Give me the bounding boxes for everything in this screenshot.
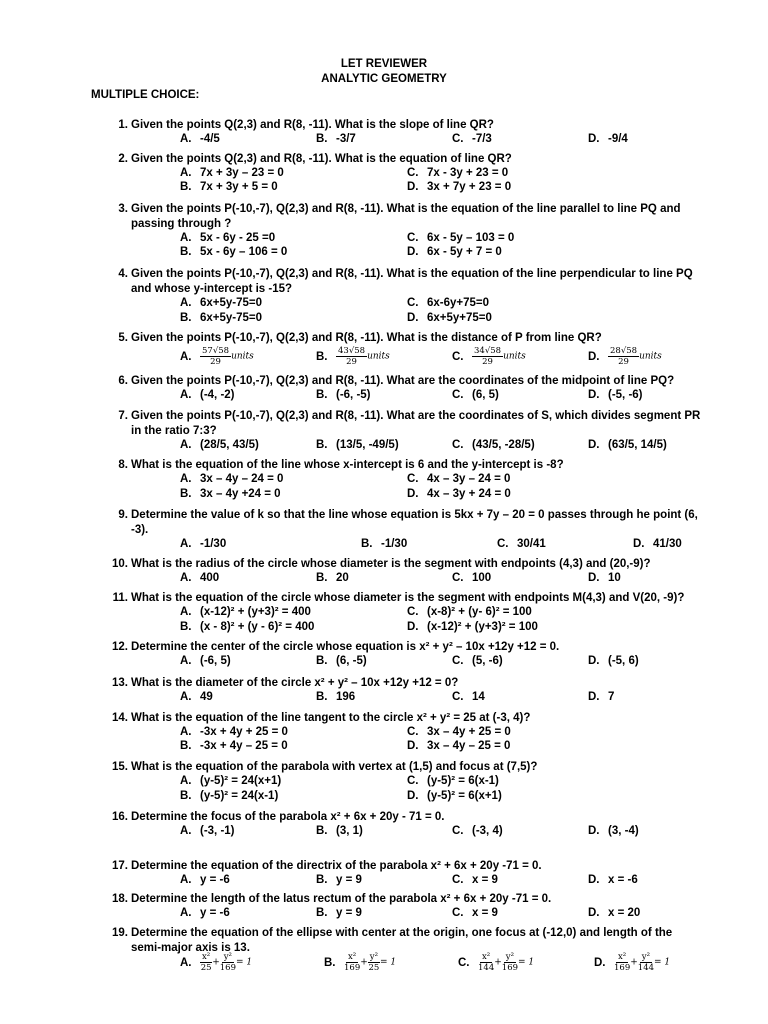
q15-option-d[interactable]: D. (y-5)² = 6(x+1)	[407, 790, 502, 802]
q9-option-a[interactable]: A. -1/30	[180, 538, 227, 550]
q17-option-d[interactable]: D. x = -6	[588, 874, 638, 886]
q10-option-b[interactable]: B. 20	[316, 572, 349, 584]
q14-option-d[interactable]: D. 3x – 4y – 25 = 0	[407, 740, 511, 752]
question-17: 17. Determine the equation of the directrix of the parabola x² + 6x + 20y -71 = 0.	[112, 860, 542, 872]
q5-option-c[interactable]: C. $\frac{34√58}{29}$ units	[452, 346, 526, 367]
q6-option-c[interactable]: C. (6, 5)	[452, 389, 499, 401]
q1-option-c[interactable]: C. -7/3	[452, 133, 492, 145]
q14-option-c[interactable]: C. 3x – 4y + 25 = 0	[407, 726, 511, 738]
q4-option-a[interactable]: A. 6x+5y-75=0	[180, 297, 263, 309]
q2-option-a[interactable]: A. 7x + 3y – 23 = 0	[180, 167, 284, 179]
q16-option-c[interactable]: C. (-3, 4)	[452, 825, 503, 837]
q3-option-a[interactable]: A. 5x - 6y - 25 =0	[180, 232, 276, 244]
q14-option-b[interactable]: B. -3x + 4y – 25 = 0	[180, 740, 288, 752]
q10-option-d[interactable]: D. 10	[588, 572, 621, 584]
section-heading: MULTIPLE CHOICE:	[91, 89, 200, 101]
q7-option-d[interactable]: D. (63/5, 14/5)	[588, 439, 667, 451]
q1-option-d[interactable]: D. -9/4	[588, 133, 628, 145]
q15-option-a[interactable]: A. (y-5)² = 24(x+1)	[180, 775, 282, 787]
q12-option-d[interactable]: D. (-5, 6)	[588, 655, 639, 667]
q2-option-c[interactable]: C. 7x - 3y + 23 = 0	[407, 167, 509, 179]
q9-option-d[interactable]: D. 41/30	[633, 538, 682, 550]
question-14: 14. What is the equation of the line tangent to the circle x² + y² = 25 at (-3, 4)?	[112, 712, 531, 724]
doc-title: LET REVIEWER	[340, 58, 428, 70]
q1-option-b[interactable]: B. -3/7	[316, 133, 356, 145]
q6-option-d[interactable]: D. (-5, -6)	[588, 389, 643, 401]
q9-option-c[interactable]: C. 30/41	[497, 538, 546, 550]
q11-option-b[interactable]: B. (x - 8)² + (y - 6)² = 400	[180, 621, 315, 633]
q12-option-b[interactable]: B. (6, -5)	[316, 655, 367, 667]
q18-option-a[interactable]: A. y = -6	[180, 907, 230, 919]
question-18: 18. Determine the length of the latus rectum of the parabola x² + 6x + 20y -71 = 0.	[112, 893, 552, 905]
q16-option-b[interactable]: B. (3, 1)	[316, 825, 363, 837]
q17-option-b[interactable]: B. y = 9	[316, 874, 362, 886]
q6-option-a[interactable]: A. (-4, -2)	[180, 389, 235, 401]
q13-option-a[interactable]: A. 49	[180, 691, 213, 703]
q7-option-b[interactable]: B. (13/5, -49/5)	[316, 439, 399, 451]
q1-option-a[interactable]: A. -4/5	[180, 133, 220, 145]
question-9: 9. Determine the value of k so that the line whose equation is 5kx + 7y – 20 = 0 passes through he point (6, -3).	[118, 509, 698, 536]
q14-option-a[interactable]: A. -3x + 4y + 25 = 0	[180, 726, 288, 738]
q4-option-d[interactable]: D. 6x+5y+75=0	[407, 312, 492, 324]
q12-option-a[interactable]: A. (-6, 5)	[180, 655, 231, 667]
q8-option-b[interactable]: B. 3x – 4y +24 = 0	[180, 488, 281, 500]
q15-option-c[interactable]: C. (y-5)² = 6(x-1)	[407, 775, 499, 787]
q17-option-a[interactable]: A. y = -6	[180, 874, 230, 886]
question-3: 3. Given the points P(-10,-7), Q(2,3) and R(8, -11). What is the equation of the line parallel to line PQ and passing through ?	[118, 203, 681, 230]
q19-option-a[interactable]: A. $\frac{\text{x²}}{25}$ + $\frac{\text{y²}}{169}$ = 1	[180, 952, 253, 973]
q11-option-c[interactable]: C. (x-8)² + (y- 6)² = 100	[407, 606, 532, 618]
q8-option-d[interactable]: D. 4x – 3y + 24 = 0	[407, 488, 511, 500]
q10-option-c[interactable]: C. 100	[452, 572, 492, 584]
question-7: 7. Given the points P(-10,-7), Q(2,3) and R(8, -11). What are the coordinates of S, which divides segment PR in the ratio 7:3?	[118, 410, 701, 437]
q13-option-c[interactable]: C. 14	[452, 691, 485, 703]
q16-option-d[interactable]: D. (3, -4)	[588, 825, 639, 837]
question-8: 8. What is the equation of the line whose x-intercept is 6 and the y-intercept is -8?	[118, 459, 564, 471]
q4-option-b[interactable]: B. 6x+5y-75=0	[180, 312, 263, 324]
q5-option-b[interactable]: B. $\frac{43√58}{29}$ units	[316, 346, 390, 367]
question-10: 10. What is the radius of the circle whose diameter is the segment with endpoints (4,3) and (20,-9)?	[112, 558, 651, 570]
question-4: 4. Given the points P(-10,-7), Q(2,3) and R(8, -11). What is the equation of the line perpendicular to line PQ and whose y-intercept is -15?	[118, 268, 693, 295]
q13-option-d[interactable]: D. 7	[588, 691, 615, 703]
question-11: 11. What is the equation of the circle whose diameter is the segment with endpoints M(4,3) and V(20, -9)?	[112, 592, 685, 604]
question-12: 12. Determine the center of the circle whose equation is x² + y² – 10x +12y +12 = 0.	[112, 641, 560, 653]
q11-option-a[interactable]: A. (x-12)² + (y+3)² = 400	[180, 606, 311, 618]
q18-option-d[interactable]: D. x = 20	[588, 907, 641, 919]
q10-option-a[interactable]: A. 400	[180, 572, 220, 584]
q18-option-b[interactable]: B. y = 9	[316, 907, 362, 919]
q9-option-b[interactable]: B. -1/30	[361, 538, 408, 550]
q19-option-b[interactable]: B. $\frac{\text{x²}}{169}$ + $\frac{\text{y²}}{25}$ = 1	[324, 952, 397, 973]
q8-option-a[interactable]: A. 3x – 4y – 24 = 0	[180, 473, 284, 485]
q15-option-b[interactable]: B. (y-5)² = 24(x-1)	[180, 790, 279, 802]
q13-option-b[interactable]: B. 196	[316, 691, 356, 703]
question-15: 15. What is the equation of the parabola with vertex at (1,5) and focus at (7,5)?	[112, 761, 538, 773]
q6-option-b[interactable]: B. (-6, -5)	[316, 389, 371, 401]
q7-option-a[interactable]: A. (28/5, 43/5)	[180, 439, 259, 451]
q2-option-b[interactable]: B. 7x + 3y + 5 = 0	[180, 181, 278, 193]
q3-option-b[interactable]: B. 5x - 6y – 106 = 0	[180, 246, 288, 258]
question-13: 13. What is the diameter of the circle x² + y² – 10x +12y +12 = 0?	[112, 677, 459, 689]
doc-subtitle: ANALYTIC GEOMETRY	[321, 73, 447, 85]
q5-option-a[interactable]: A. $\frac{57√58}{29}$ units	[180, 346, 254, 367]
q3-option-d[interactable]: D. 6x - 5y + 7 = 0	[407, 246, 502, 258]
q11-option-d[interactable]: D. (x-12)² + (y+3)² = 100	[407, 621, 538, 633]
q2-option-d[interactable]: D. 3x + 7y + 23 = 0	[407, 181, 512, 193]
q17-option-c[interactable]: C. x = 9	[452, 874, 498, 886]
question-16: 16. Determine the focus of the parabola x² + 6x + 20y - 71 = 0.	[112, 811, 445, 823]
question-1: 1. Given the points Q(2,3) and R(8, -11). What is the slope of line QR?	[118, 119, 494, 131]
q3-option-c[interactable]: C. 6x - 5y – 103 = 0	[407, 232, 515, 244]
question-19: 19. Determine the equation of the ellipse with center at the origin, one focus at (-12,0) and length of the semi-major axis is 13.	[112, 927, 673, 954]
question-6: 6. Given the points P(-10,-7), Q(2,3) and R(8, -11). What are the coordinates of the midpoint of line PQ?	[118, 375, 675, 387]
q16-option-a[interactable]: A. (-3, -1)	[180, 825, 235, 837]
q18-option-c[interactable]: C. x = 9	[452, 907, 498, 919]
q5-option-d[interactable]: D. $\frac{28√58}{29}$ units	[588, 346, 662, 367]
q8-option-c[interactable]: C. 4x – 3y – 24 = 0	[407, 473, 511, 485]
q12-option-c[interactable]: C. (5, -6)	[452, 655, 503, 667]
question-5: 5. Given the points P(-10,-7), Q(2,3) and R(8, -11). What is the distance of P from line QR?	[118, 332, 602, 344]
q19-option-c[interactable]: C. $\frac{\text{x²}}{144}$ + $\frac{\text{y²}}{169}$ = 1	[458, 952, 535, 973]
q4-option-c[interactable]: C. 6x-6y+75=0	[407, 297, 490, 309]
question-2: 2. Given the points Q(2,3) and R(8, -11). What is the equation of line QR?	[118, 153, 512, 165]
q19-option-d[interactable]: D. $\frac{\text{x²}}{169}$ + $\frac{\text{y²}}{144}$ = 1	[594, 952, 671, 973]
q7-option-c[interactable]: C. (43/5, -28/5)	[452, 439, 535, 451]
